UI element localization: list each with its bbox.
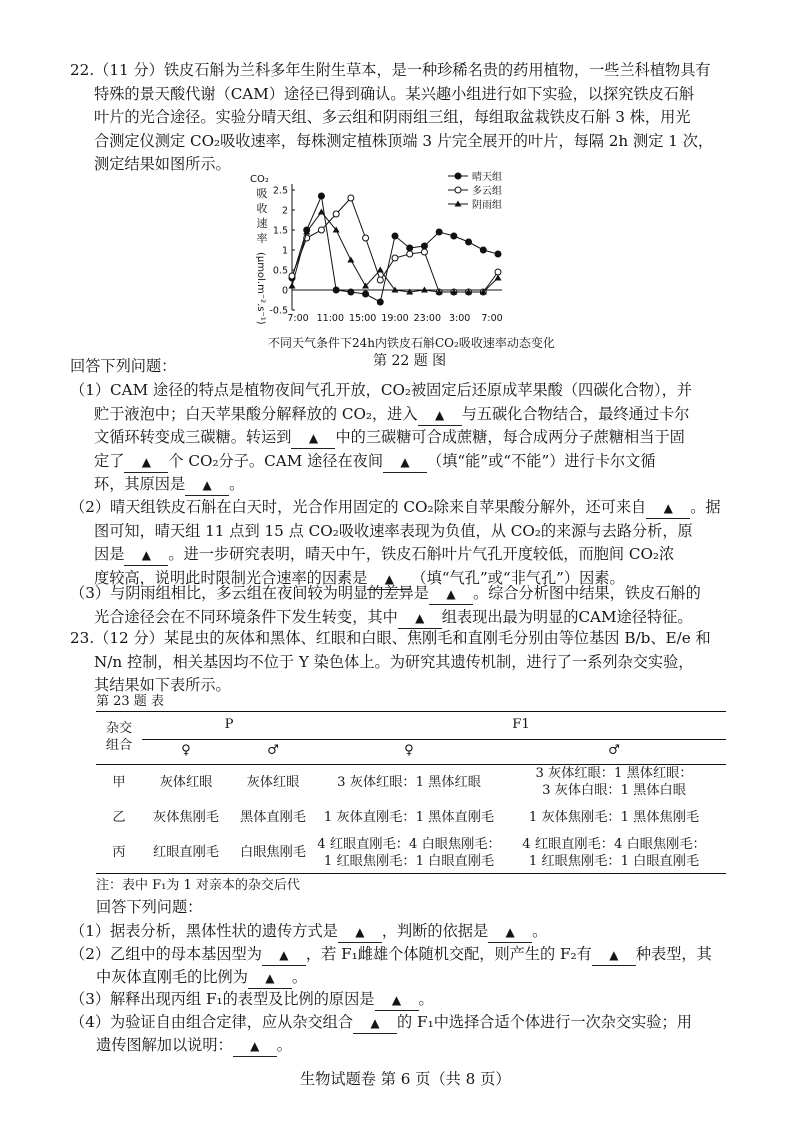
x-axis-ticks (287, 313, 502, 324)
table-row: 丙 红眼直刚毛 白眼焦刚毛 4 红眼直刚毛：4 白眼焦刚毛： 1 红眼焦刚毛：1 白眼直刚毛 4 红眼直刚毛：4 白眼焦刚毛： 1 红眼焦刚毛：1 白眼直刚毛 (112, 836, 706, 869)
data-point (377, 267, 384, 273)
text-segment: 。 (418, 990, 434, 1008)
header-p: P (224, 716, 234, 732)
answer-blank[interactable] (185, 474, 229, 496)
text-segment: （2）乙组中的母本基因型为 (70, 945, 262, 963)
text-segment: ，判断的依据是 (381, 922, 489, 940)
text-segment: 。 (229, 475, 245, 493)
legend-label: 晴天组 (472, 172, 502, 183)
text-segment: 的 F₁中选择合适个体进行一次杂交实验；用 (397, 1013, 692, 1031)
data-point (392, 233, 398, 239)
triangle-icon: ▲ (415, 610, 425, 625)
answer-blank[interactable] (383, 451, 427, 473)
triangle-icon: ▲ (250, 1039, 260, 1053)
text-segment: 因是 (94, 545, 125, 563)
triangle-icon: ▲ (141, 548, 151, 562)
triangle-icon: ▲ (434, 407, 445, 422)
q22-sub1-line (94, 474, 244, 496)
data-point (333, 211, 339, 217)
answer-blank[interactable] (592, 944, 636, 966)
text-segment: ，若 F₁雌雄个体随机交配，则产生的 F₂有 (305, 945, 592, 963)
data-point (289, 283, 296, 289)
legend-label: 多云组 (472, 186, 502, 197)
chart-title: 不同天气条件下24h内铁皮石斛CO₂吸收速率动态变化 (268, 336, 555, 350)
x-tick-label: 19:00 (381, 313, 409, 324)
answer-blank[interactable] (646, 497, 690, 519)
data-point (407, 251, 413, 257)
text-segment: （1）CAM 途径的特点是植物夜间气孔开放，CO₂被固定后还原成苹果酸（四碳化合物），并 (70, 381, 692, 399)
q23-sub3-line (70, 989, 434, 1011)
answer-blank[interactable] (398, 607, 442, 629)
x-tick-label: 7:00 (481, 313, 503, 324)
q22-sub1-line (70, 380, 692, 400)
text-segment: （2）晴天组铁皮石斛在白天时，光合作用固定的 CO₂除来自苹果酸分解外，还可来自 (70, 498, 647, 516)
text-segment: 中灰体直刚毛的比例为 (96, 968, 248, 986)
y-label-units: (μmol.m⁻².s⁻¹) (255, 252, 266, 325)
q22-sub3-line (70, 583, 701, 605)
text-segment: （1）据表分析，黑体性状的遗传方式是 (70, 922, 338, 940)
q23-line-1: 23.（12 分）某昆虫的灰体和黑体、红眼和白眼、焦刚毛和直刚毛分别由等位基因 B/b、E/e 和 (70, 629, 711, 647)
triangle-icon: ▲ (400, 454, 410, 469)
q23-sub2-line (70, 944, 712, 966)
q22-sub1-line (94, 451, 656, 473)
q23-sub4b-line (96, 1035, 292, 1057)
legend-label: 阴雨组 (472, 200, 502, 211)
co2-absorption-chart (240, 168, 560, 348)
text-segment: 中的三碳糖可合成蔗糖，每合成两分子蔗糖相当于固 (335, 428, 685, 446)
header-f1-female: ♀ (404, 743, 414, 758)
q23-answer-prompt: 回答下列问题： (96, 898, 203, 916)
text-segment: 组表现出最为明显的CAM途径特征。 (441, 607, 693, 626)
q22-sub2-line (94, 521, 693, 541)
answer-blank[interactable] (291, 427, 335, 449)
text-segment: （4）为验证自由组合定律，应从杂交组合 (70, 1013, 354, 1031)
y-tick-label: 1 (281, 245, 288, 257)
answer-blank[interactable] (124, 451, 168, 473)
text-segment: 。据 (690, 498, 721, 516)
data-point (363, 235, 369, 241)
data-point (421, 243, 427, 249)
answer-blank[interactable] (488, 921, 532, 943)
page-footer: 生物试题卷 第 6 页（共 8 页） (300, 1070, 511, 1088)
q22-sub2-line (94, 544, 674, 566)
y-label-char: 率 (256, 232, 268, 245)
q22-line-1: 22.（11 分）铁皮石斛为兰科多年生附生草本，是一种珍稀名贵的药用植物，一些兰科植物具有 (70, 61, 711, 79)
y-tick-label: 1.5 (272, 225, 288, 237)
cross-results-table (96, 710, 726, 872)
data-point (333, 287, 339, 293)
q22-sub1-line (94, 404, 689, 426)
text-segment: 。进一步研究表明，晴天中午，铁皮石斛叶片气孔开度较低，而胞间 CO₂浓 (168, 545, 675, 563)
data-point (407, 245, 413, 251)
q23-sub4-line (70, 1012, 692, 1034)
data-point (451, 233, 457, 239)
triangle-icon: ▲ (505, 925, 515, 939)
triangle-icon: ▲ (279, 948, 289, 962)
table-note: 注：表中 F₁为 1 对亲本的杂交后代 (96, 878, 300, 893)
data-point (495, 251, 501, 257)
triangle-icon: ▲ (202, 478, 212, 492)
answer-blank[interactable] (262, 944, 306, 966)
q22-sub3-line (94, 607, 693, 629)
text-segment: （3）解释出现丙组 F₁的表型及比例的原因是 (70, 990, 375, 1008)
figure-label: 第 22 题 图 (373, 353, 447, 369)
q22-line-3: 叶片的光合途径。实验分晴天组、多云组和阴雨组三组，每组取盆栽铁皮石斛 3 株，用光 (94, 108, 691, 126)
text-segment: 图可知，晴天组 11 点到 15 点 CO₂吸收速率表现为负值，从 CO₂的来源与去路分析，原 (94, 521, 693, 540)
data-point (377, 299, 383, 305)
y-label-char: 吸 (256, 187, 268, 200)
x-tick-label: 3:00 (448, 313, 471, 324)
y-tick-label: 0.5 (272, 265, 288, 277)
data-point (436, 229, 442, 235)
legend-marker (455, 187, 461, 193)
data-point (347, 257, 354, 263)
header-f1: F1 (512, 716, 530, 732)
text-segment: 。 (291, 968, 308, 986)
triangle-icon: ▲ (663, 501, 673, 515)
q22-line-4: 合测定仪测定 CO₂吸收速率，每株测定植株顶端 3 片完全展开的叶片，每隔 2h 测定 1 次， (94, 132, 714, 150)
q23-line-2: N/n 控制，相关基因均不位于 Y 染色体上。为研究其遗传机制，进行了一系列杂交实验， (94, 653, 694, 671)
x-tick-label: 7:00 (287, 313, 309, 324)
legend-marker (455, 173, 461, 179)
answer-blank[interactable] (124, 544, 168, 566)
table-caption: 第 23 题 表 (96, 694, 164, 709)
chart-legend (448, 170, 502, 211)
q22-line-2: 特殊的景天酸代谢（CAM）途径已得到确认。某兴趣小组进行如下实验，以探究铁皮石斛 (94, 85, 695, 103)
answer-blank[interactable] (338, 921, 382, 943)
text-segment: 度较高，说明此时限制光合速率的因素是 (94, 568, 368, 587)
q23-sub1-line (70, 921, 547, 943)
y-tick-label: -0.5 (269, 305, 288, 317)
text-segment: 种表型，其 (635, 945, 712, 963)
text-segment: 。 (532, 922, 548, 940)
triangle-icon: ▲ (609, 948, 619, 962)
answer-blank[interactable] (375, 989, 419, 1011)
triangle-icon: ▲ (370, 1016, 380, 1030)
triangle-icon: ▲ (141, 454, 151, 469)
triangle-icon: ▲ (308, 431, 319, 445)
text-segment: 个 CO₂分子。CAM 途径在夜间 (168, 451, 384, 470)
y-label-co2: CO₂ (250, 174, 269, 185)
header-f1-male: ♂ (608, 743, 620, 758)
triangle-icon: ▲ (446, 587, 456, 601)
text-segment: （填“能”或“不能”）进行卡尔文循 (427, 451, 656, 470)
data-point (421, 249, 427, 255)
text-segment: 与五碳化合物结合，最终通过卡尔 (461, 404, 690, 423)
series-line-3 (292, 212, 498, 292)
answer-blank[interactable] (248, 967, 292, 989)
y-tick-label: 0 (281, 285, 288, 297)
table-row: 乙 灰体焦刚毛 黑体直刚毛 1 灰体直刚毛：1 黑体直刚毛 1 灰体焦刚毛：1 黑体焦刚毛 (112, 809, 700, 825)
triangle-icon: ▲ (384, 571, 394, 586)
q23-sub2b-line (96, 967, 307, 989)
data-point (377, 277, 383, 283)
header-combo: 杂交 组合 (105, 720, 133, 753)
answer-blank[interactable] (418, 404, 462, 426)
triangle-icon: ▲ (355, 925, 365, 939)
data-point (348, 195, 354, 201)
q22-answer-prompt: 回答下列问题： (70, 357, 177, 375)
q22-sub2-line (70, 497, 721, 519)
data-point (392, 255, 398, 261)
x-tick-label: 23:00 (413, 313, 442, 324)
answer-blank[interactable] (233, 1035, 277, 1057)
data-point (363, 291, 369, 297)
y-label-char: 收 (256, 202, 268, 215)
y-axis-label (250, 174, 269, 325)
y-tick-label: 2.5 (272, 185, 288, 197)
x-tick-label: 11:00 (316, 313, 345, 324)
x-tick-label: 15:00 (348, 313, 377, 324)
data-point (495, 269, 501, 275)
q22-line-5: 测定结果如图所示。 (94, 155, 231, 173)
data-point (348, 289, 354, 295)
text-segment: 。综合分析图中结果，铁皮石斛的 (472, 584, 701, 602)
header-p-male: ♂ (267, 743, 279, 758)
text-segment: 。 (276, 1036, 292, 1054)
y-axis-ticks (269, 186, 295, 317)
triangle-icon: ▲ (265, 971, 275, 985)
data-point (480, 247, 486, 253)
text-segment: （填“气孔”或“非气孔”）因素。 (411, 568, 625, 587)
q23-line-3: 其结果如下表所示。 (94, 676, 231, 694)
table-row: 甲 灰体红眼 灰体红眼 3 灰体红眼：1 黑体红眼 3 灰体红眼：1 黑体红眼： 3 灰体白眼：1 黑体白眼 (112, 766, 693, 798)
text-segment: 遗传图解加以说明： (96, 1036, 233, 1054)
text-segment: （3）与阴雨组相比，多云组在夜间较为明显的差异是 (70, 584, 429, 602)
text-segment: 光合途径会在不同环境条件下发生转变，其中 (94, 607, 398, 626)
y-label-char: 速 (256, 217, 268, 230)
data-point (466, 239, 472, 245)
text-segment: 贮于液泡中；白天苹果酸分解释放的 CO₂，进入 (94, 404, 418, 423)
answer-blank[interactable] (429, 583, 473, 605)
triangle-icon: ▲ (391, 993, 402, 1007)
data-point (318, 227, 324, 233)
q22-sub1-line (94, 427, 685, 449)
text-segment: 环，其原因是 (94, 475, 186, 493)
chart-series (289, 193, 502, 305)
y-tick-label: 2 (281, 205, 288, 217)
answer-blank[interactable] (353, 1012, 397, 1034)
table-bottom-rule (96, 873, 726, 874)
text-segment: 定了 (94, 451, 125, 470)
text-segment: 文循环转变成三碳糖。转运到 (94, 428, 292, 446)
data-point (318, 193, 324, 199)
header-p-female: ♀ (181, 743, 191, 758)
